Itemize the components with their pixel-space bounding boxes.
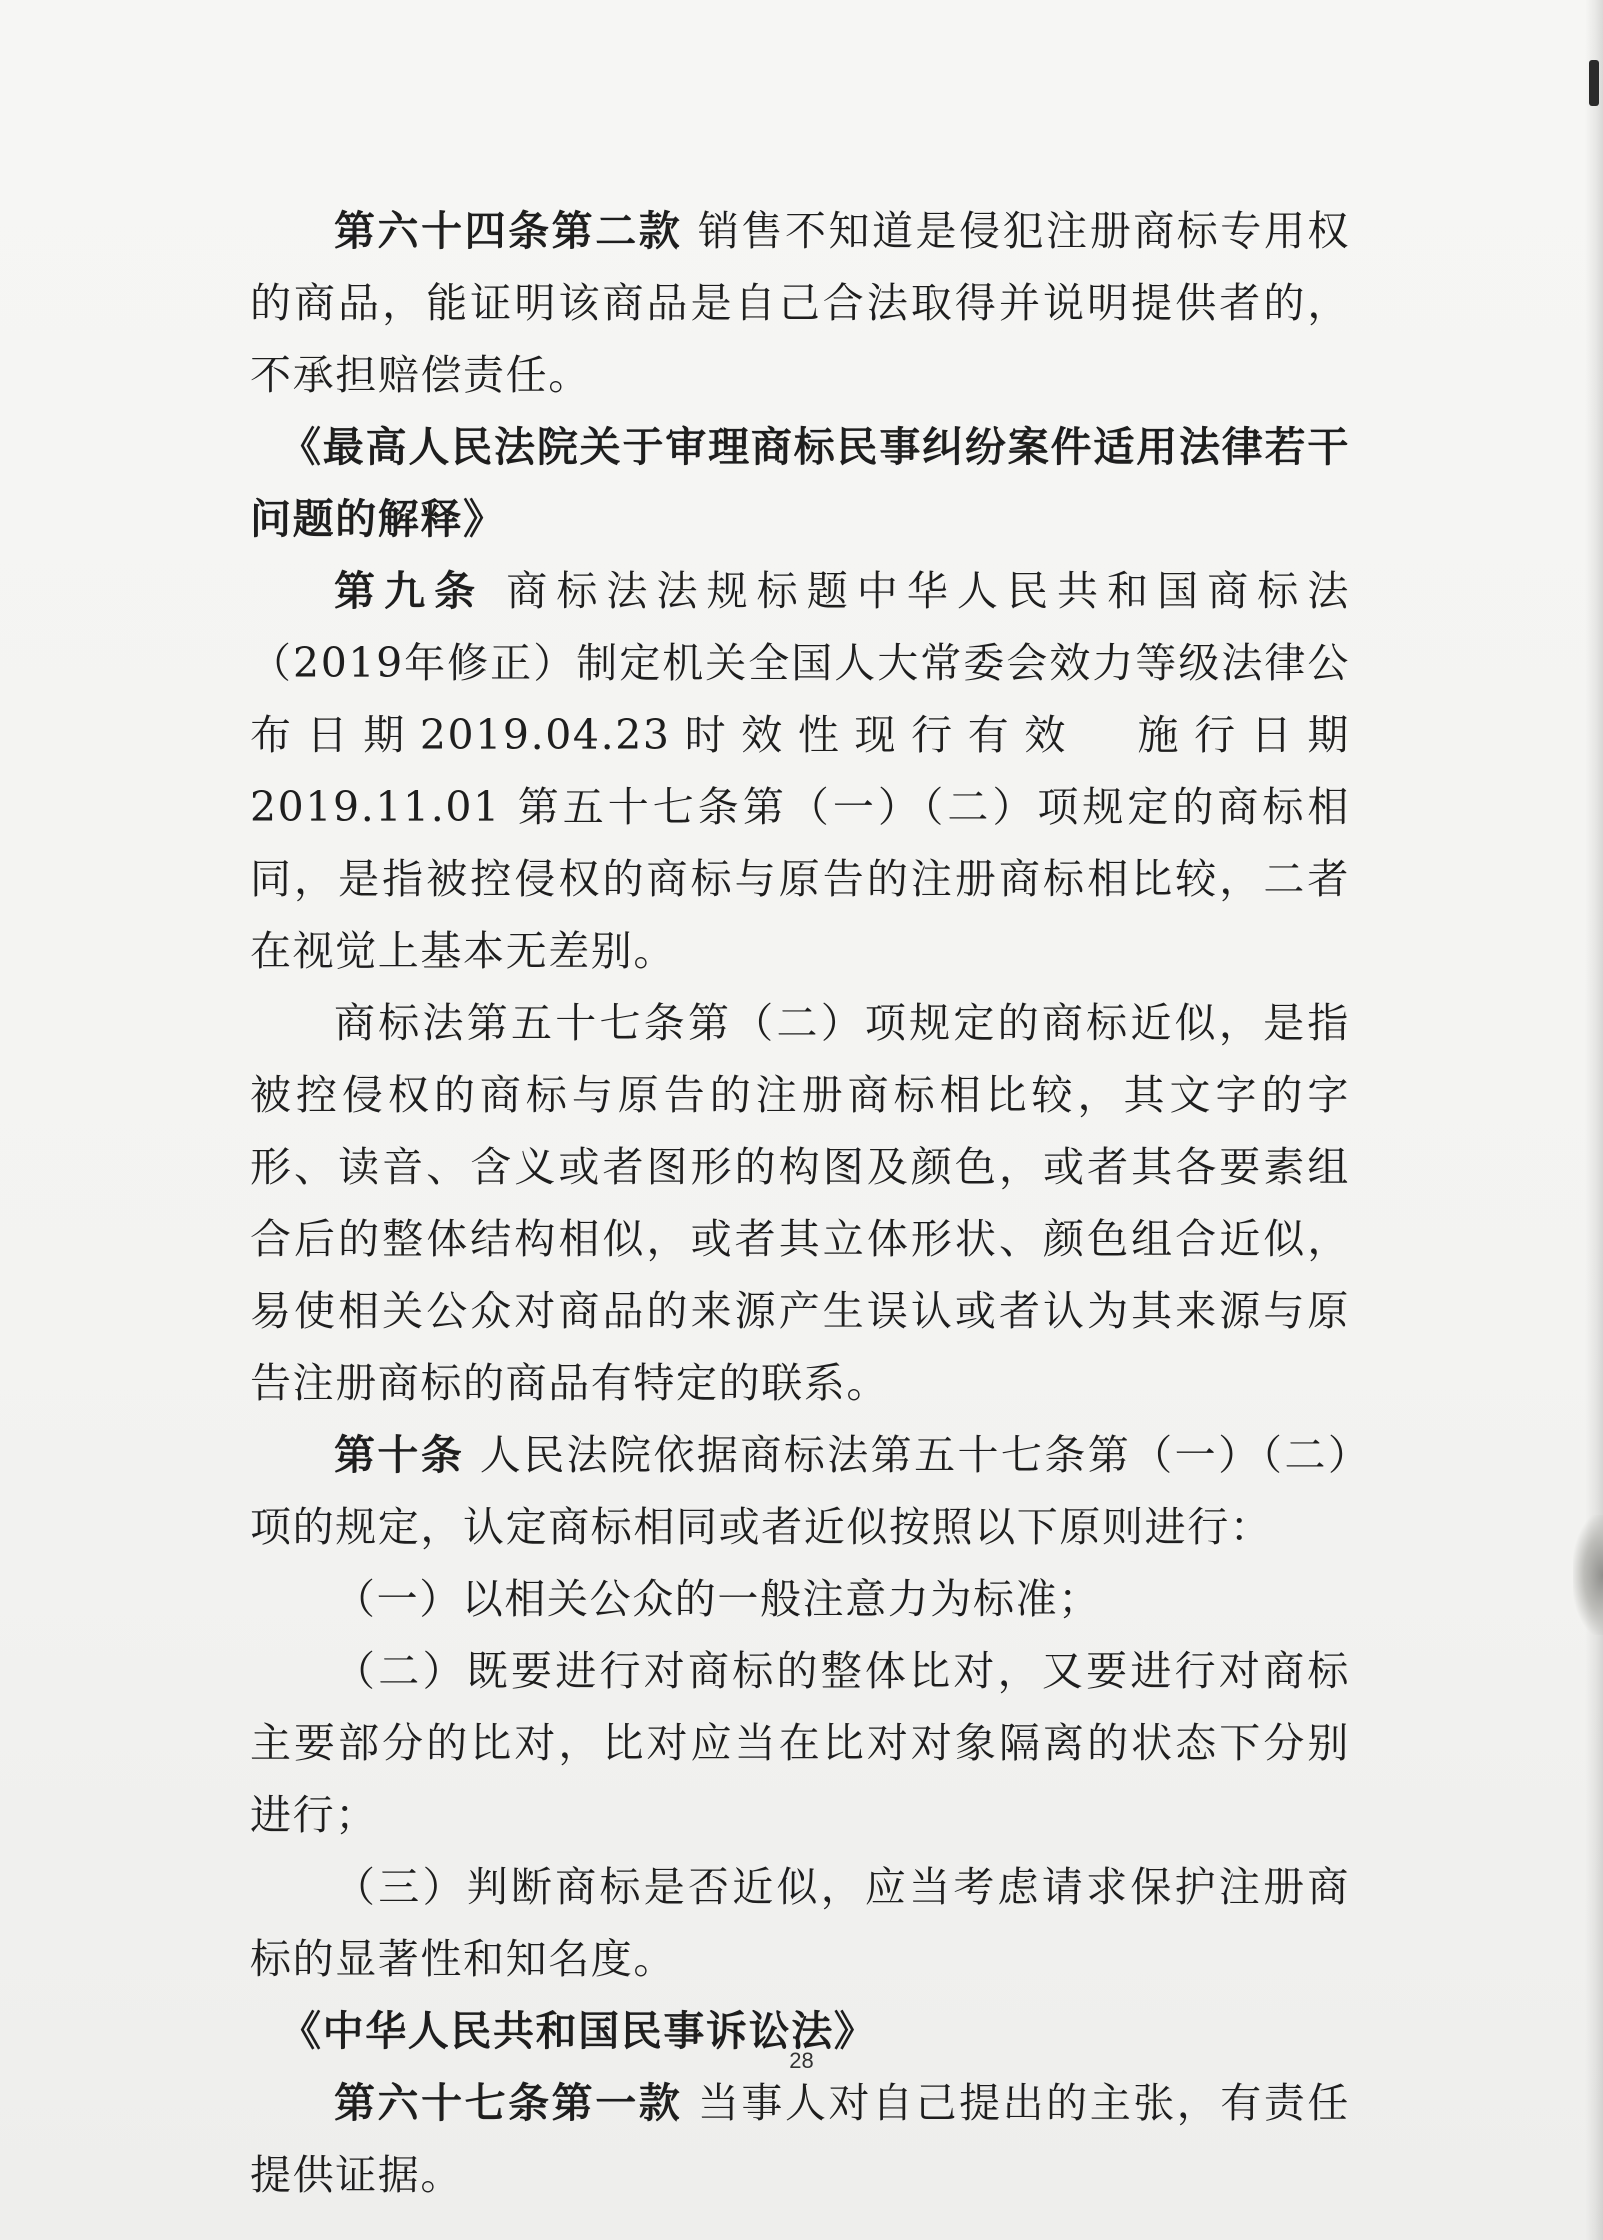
paragraph-article-9 xyxy=(250,555,1350,987)
scan-edge-shadow xyxy=(1585,0,1603,2240)
article-term: 第六十四条第二款 xyxy=(334,207,683,255)
body-text xyxy=(250,195,1350,2211)
article-term: 第九条 xyxy=(334,567,485,615)
list-item-2: （二）既要进行对商标的整体比对，又要进行对商标主要部分的比对，比对应当在比对对象隔离的状态下分别进行； xyxy=(250,1647,1350,1839)
article-text: 销售不知道是侵犯注册商标专用权的商品，能证明该商品是自己合法取得并说明提供者的，不承担赔偿责任。 xyxy=(250,207,1350,399)
list-item-1: （一）以相关公众的一般注意力为标准； xyxy=(334,1575,1101,1623)
paragraph-similarity: 商标法第五十七条第（二）项规定的商标近似，是指被控侵权的商标与原告的注册商标相比较，其文字的字形、读音、含义或者图形的构图及颜色，或者其各要素组合后的整体结构相似，或者其立体形状、颜色组合近似，易使相关公众对商品的来源产生误认或者认为其来源与原告注册商标的商品有特定的联系。 xyxy=(250,999,1350,1407)
section-heading-civil-procedure: 《中华人民共和国民事诉讼法》 xyxy=(280,2007,877,2055)
scan-mark xyxy=(1589,60,1599,106)
paragraph-article-67 xyxy=(250,2067,1350,2211)
list-item-3: （三）判断商标是否近似，应当考虑请求保护注册商标的显著性和知名度。 xyxy=(250,1863,1350,1983)
page-number: 28 xyxy=(789,2048,814,2073)
article-term: 第六十七条第一款 xyxy=(334,2079,683,2127)
article-text: 人民法院依据商标法第五十七条第（一）（二）项的规定，认定商标相同或者近似按照以下原则进行： xyxy=(250,1431,1350,1551)
article-text: 当事人对自己提出的主张，有责任提供证据。 xyxy=(250,2079,1350,2199)
article-term: 第十条 xyxy=(334,1431,465,1479)
article-text: 商标法法规标题中华人民共和国商标法（2019年修正）制定机关全国人大常委会效力等级法律公布日期2019.04.23时效性现行有效 施行日期2019.11.01 第五十七条第（一）（二）项规定的商标相同，是指被控侵权的商标与原告的注册商标相比较，二者在视觉上基本无差别。 xyxy=(250,567,1350,975)
scan-smudge xyxy=(1573,1515,1603,1635)
paragraph-article-64 xyxy=(250,195,1350,411)
paragraph-article-10 xyxy=(250,1419,1350,1563)
section-heading-interpretation: 《最高人民法院关于审理商标民事纠纷案件适用法律若干问题的解释》 xyxy=(250,423,1350,543)
